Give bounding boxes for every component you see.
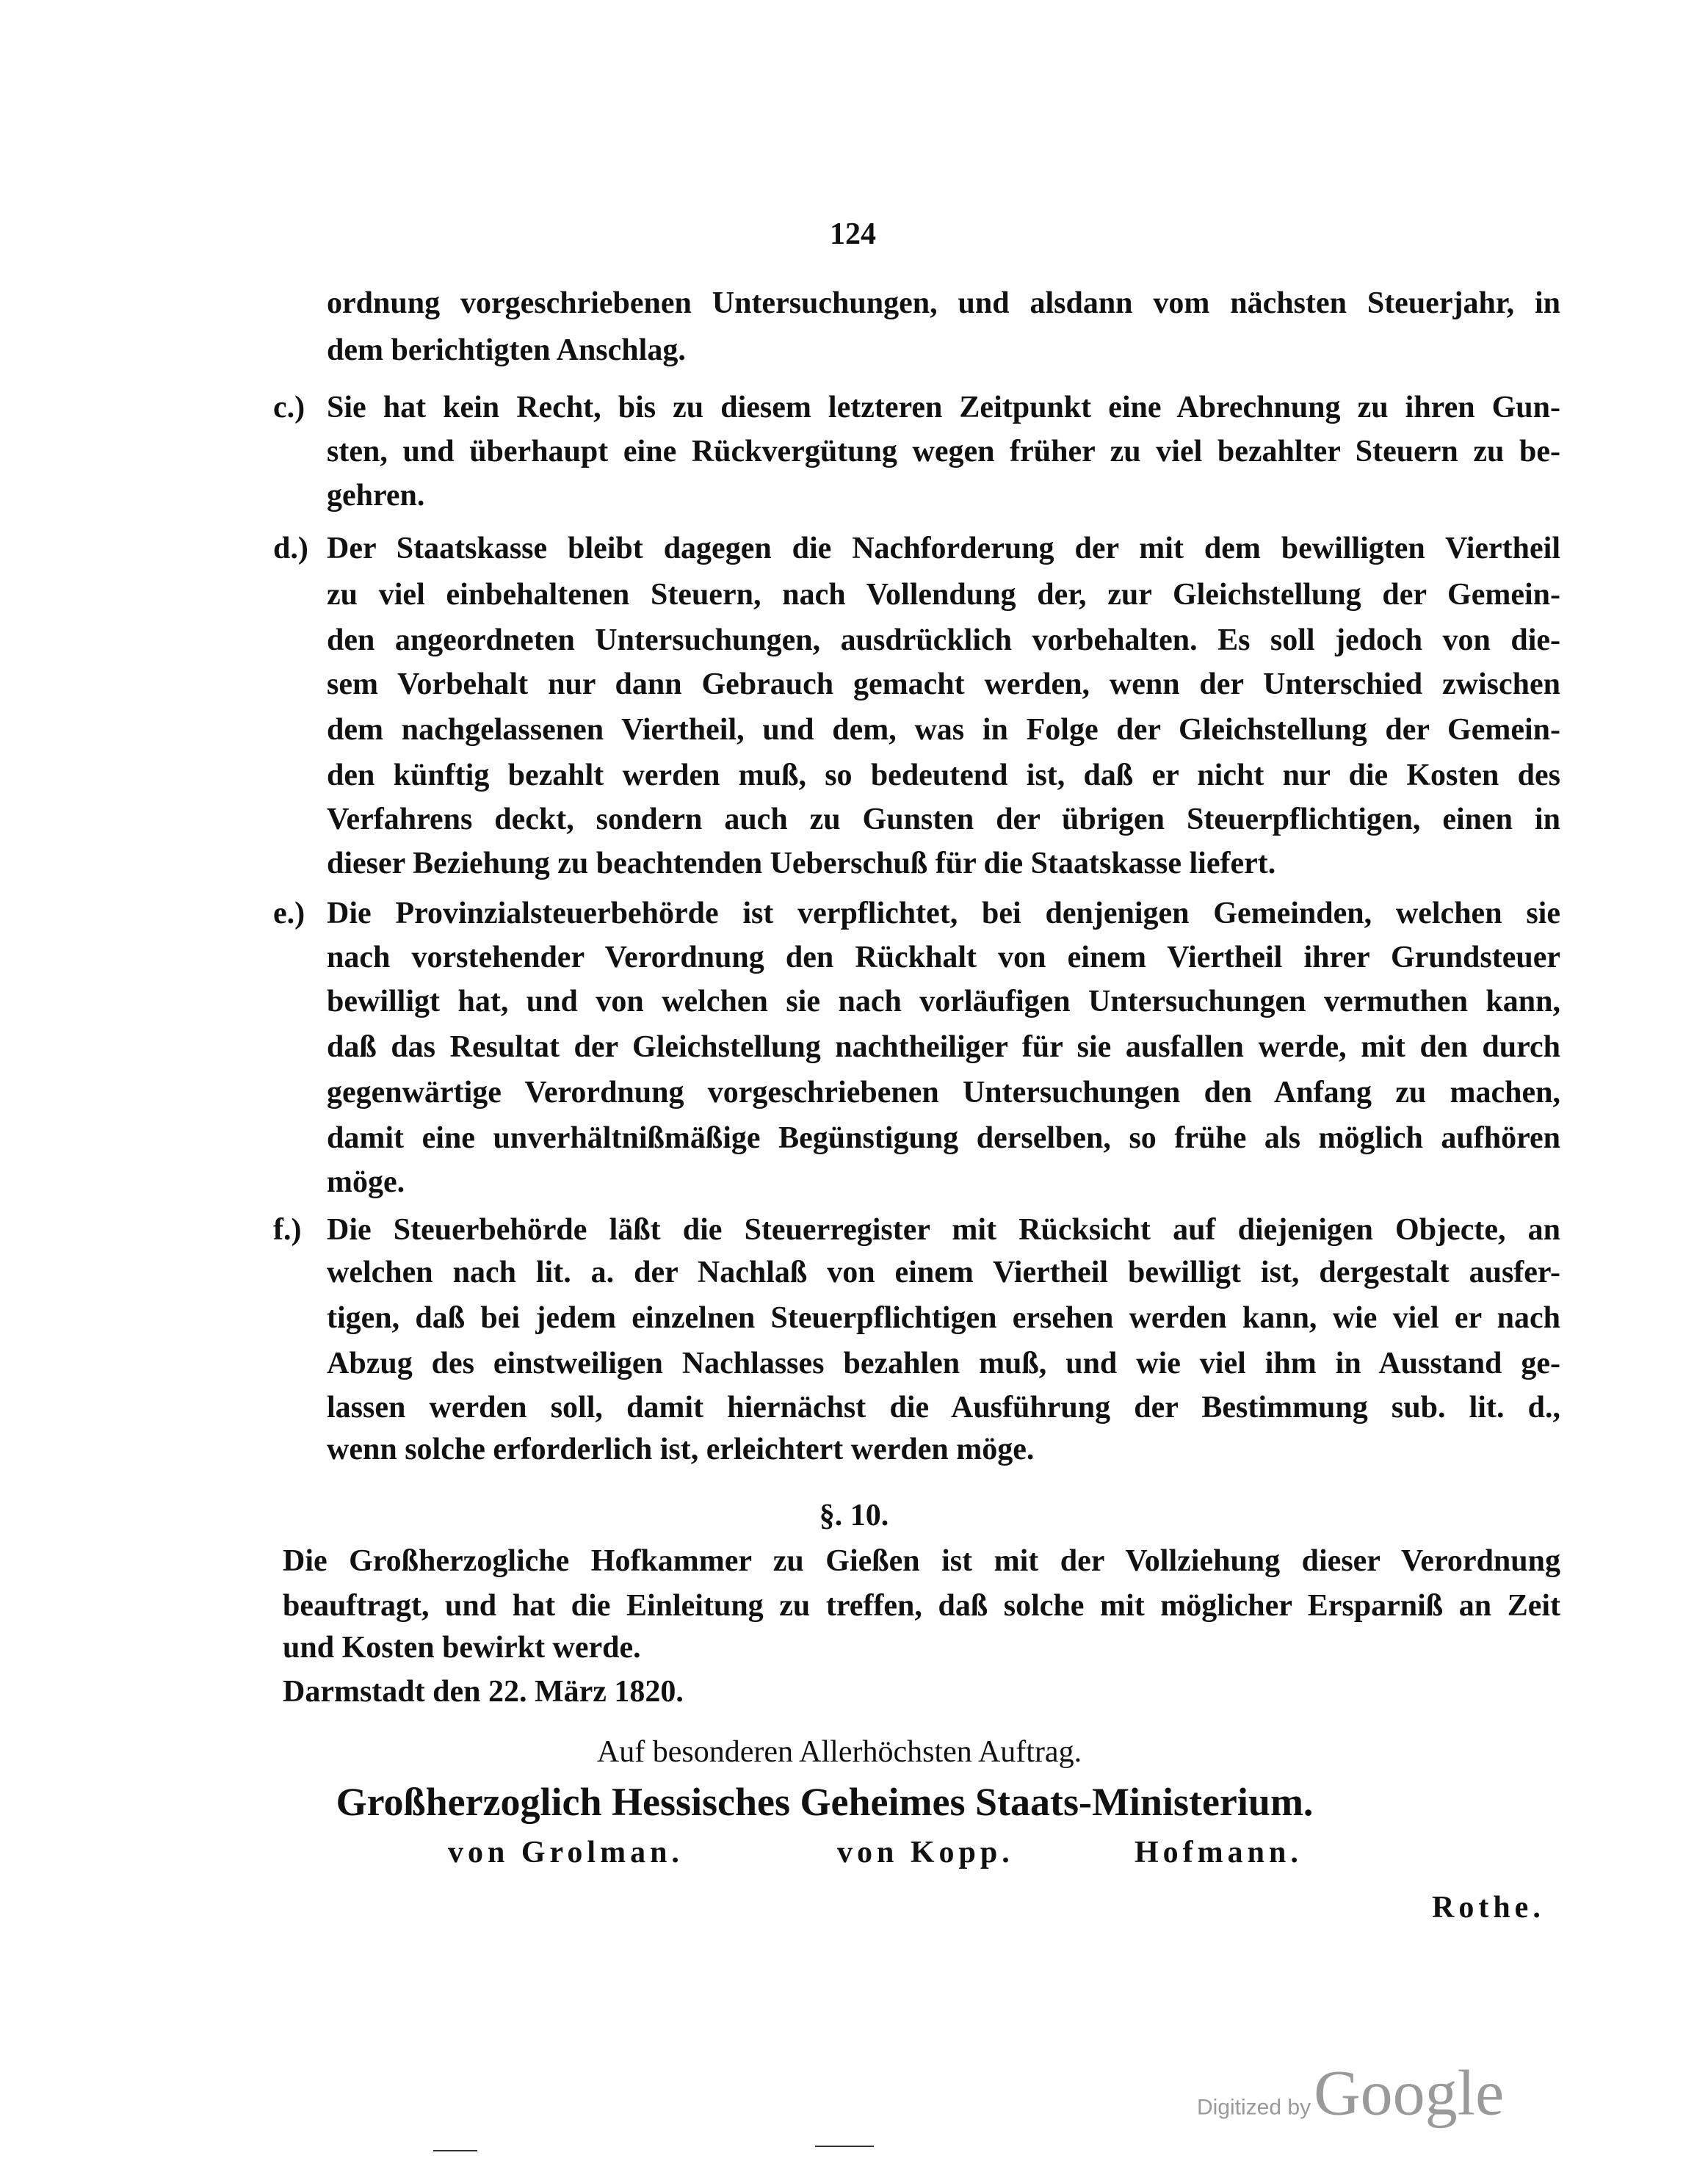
watermark-brand: Google [1314, 2057, 1505, 2129]
text-line: Der Staatskasse bleibt dagegen die Nachforderung der mit dem bewilligten Viertheil [327, 532, 1560, 565]
text-line: dem berichtigten Anschlag. [327, 333, 686, 367]
section-heading: §. 10. [819, 1499, 889, 1532]
signatory: von Kopp. [837, 1836, 1014, 1869]
text-line: zu viel einbehaltenen Steuern, nach Vollendung der, zur Gleichstellung der Gemein- [327, 578, 1560, 612]
watermark-prefix: Digitized by [1197, 2095, 1311, 2120]
text-line: gegenwärtige Verordnung vorgeschriebenen Untersuchungen den Anfang zu machen, [327, 1076, 1560, 1109]
ministry-line: Großherzoglich Hessisches Geheimes Staats-Ministerium. [336, 1780, 1314, 1824]
text-line: ordnung vorgeschriebenen Untersuchungen, und alsdann vom nächsten Steuerjahr, in [327, 286, 1560, 320]
text-line: bewilligt hat, und von welchen sie nach vorläufigen Untersuchungen vermuthen kann, [327, 985, 1560, 1018]
text-line: daß das Resultat der Gleichstellung nachtheiliger für sie ausfallen werde, mit den durch [327, 1030, 1560, 1064]
text-line: beauftragt, und hat die Einleitung zu treffen, daß solche mit möglicher Ersparniß an Zeit [283, 1589, 1560, 1623]
commission-line: Auf besonderen Allerhöchsten Auftrag. [596, 1735, 1082, 1769]
signatory: Hofmann. [1135, 1836, 1303, 1869]
text-line: welchen nach lit. a. der Nachlaß von einem Viertheil bewilligt ist, dergestalt ausfer- [327, 1256, 1560, 1289]
text-line: damit eine unverhältnißmäßige Begünstigung derselben, so frühe als möglich aufhören [327, 1121, 1560, 1155]
text-line: dem nachgelassenen Viertheil, und dem, was in Folge der Gleichstellung der Gemein- [327, 713, 1560, 747]
text-line: Abzug des einstweiligen Nachlasses bezahlen muß, und wie viel ihm in Ausstand ge- [327, 1347, 1560, 1380]
text-line: dieser Beziehung zu beachtenden Ueberschuß für die Staatskasse liefert. [327, 847, 1276, 880]
text-line: tigen, daß bei jedem einzelnen Steuerpflichtigen ersehen werden kann, wie viel er nach [327, 1301, 1560, 1335]
divider [433, 2150, 477, 2151]
text-line: wenn solche erforderlich ist, erleichtert werden möge. [327, 1433, 1035, 1466]
date-line: Darmstadt den 22. März 1820. [283, 1675, 684, 1709]
text-line: Sie hat kein Recht, bis zu diesem letzteren Zeitpunkt eine Abrechnung zu ihren Gun- [327, 391, 1560, 424]
text-line: möge. [327, 1165, 405, 1199]
text-line: Die Großherzogliche Hofkammer zu Gießen ist mit der Vollziehung dieser Verordnung [283, 1544, 1560, 1578]
text-line: den angeordneten Untersuchungen, ausdrücklich vorbehalten. Es soll jedoch von die- [327, 623, 1560, 657]
item-label-c: c.) [273, 391, 305, 424]
text-line: und Kosten bewirkt werde. [283, 1631, 641, 1665]
text-line: sten, und überhaupt eine Rückvergütung wegen früher zu viel bezahlter Steuern zu be- [327, 435, 1560, 468]
text-line: nach vorstehender Verordnung den Rückhalt von einem Viertheil ihrer Grundsteuer [327, 941, 1560, 974]
item-label-d: d.) [273, 532, 308, 565]
signatory: von Grolman. [448, 1836, 684, 1869]
item-label-e: e.) [273, 897, 305, 930]
text-line: Verfahrens deckt, sondern auch zu Gunsten der übrigen Steuerpflichtigen, einen in [327, 803, 1560, 836]
page-number: 124 [830, 217, 876, 251]
text-line: lassen werden soll, damit hiernächst die Ausführung der Bestimmung sub. lit. d., [327, 1391, 1560, 1425]
text-line: Die Provinzialsteuerbehörde ist verpflichtet, bei denjenigen Gemeinden, welchen sie [327, 897, 1560, 930]
item-label-f: f.) [273, 1213, 302, 1247]
google-watermark [1197, 2057, 1504, 2131]
text-line: sem Vorbehalt nur dann Gebrauch gemacht werden, wenn der Unterschied zwischen [327, 667, 1560, 701]
text-line: Die Steuerbehörde läßt die Steuerregister mit Rücksicht auf diejenigen Objecte, an [327, 1213, 1560, 1247]
divider [815, 2146, 874, 2147]
text-line: den künftig bezahlt werden muß, so bedeutend ist, daß er nicht nur die Kosten des [327, 759, 1560, 792]
text-line: gehren. [327, 479, 425, 513]
countersign: Rothe. [1432, 1891, 1545, 1925]
